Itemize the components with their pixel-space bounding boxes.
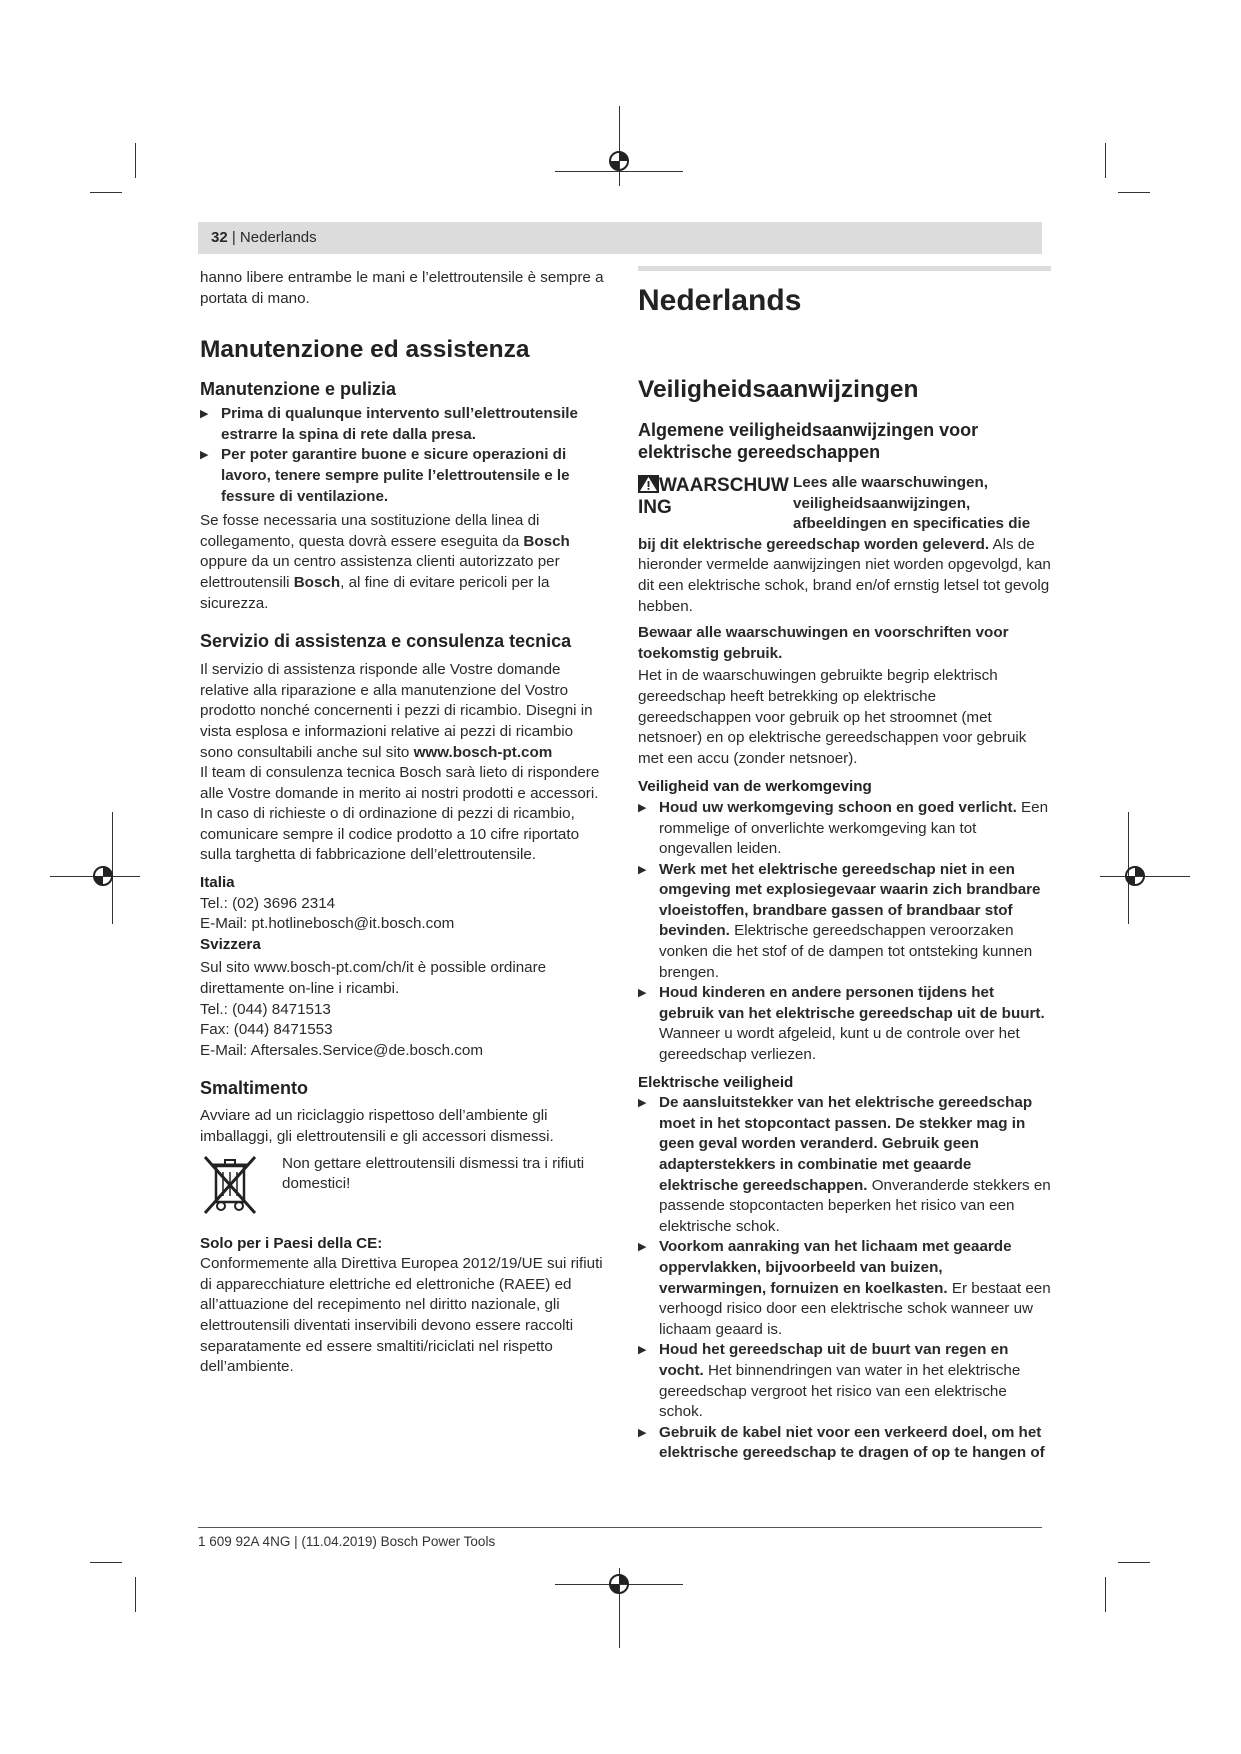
ce-paragraph: Conformemente alla Direttiva Europea 2012/19/UE sui rifiuti di apparecchiature elettriche ed elettroniche (RAEE) ed all’attuazione del recepimento nel diritto nazionale, gli elettroutensili diventati inservibili devono essere raccolti separatamente ed essere smaltiti/riciclati nel rispetto dell’ambiente. xyxy=(200,1255,603,1376)
crop-mark xyxy=(1118,192,1150,193)
registration-mark-icon xyxy=(1122,863,1148,889)
text-span: Wanneer u wordt afgeleid, kunt u de controle over het gereedschap verliezen. xyxy=(659,1025,1020,1064)
text-span: Een rommelige of onverlichte werkomgeving kan tot ongevallen leiden. xyxy=(659,798,1049,858)
subsection-title-service: Servizio di assistenza e consulenza tecnica xyxy=(200,631,572,652)
crop-mark xyxy=(90,192,122,193)
registration-mark-icon xyxy=(606,148,632,174)
subsection-title-cleaning: Manutenzione e pulizia xyxy=(200,379,397,400)
warning-bold: Lees alle waarschuwingen, veiligheidsaanwijzingen, afbeeldingen en specificaties die bij dit elektrische gereedschap worden geleverd. xyxy=(638,474,1031,553)
footer-rule xyxy=(198,1527,1042,1528)
header-separator: | xyxy=(227,229,240,246)
header-language: Nederlands xyxy=(239,229,317,246)
crossed-bin-icon xyxy=(200,1154,260,1216)
cleaning-list xyxy=(200,404,608,507)
brand-text: Bosch xyxy=(523,532,570,550)
bold-text: Houd uw werkomgeving schoon en goed verlicht. xyxy=(659,798,1017,816)
electrical-list xyxy=(638,1093,1051,1464)
crop-mark xyxy=(135,143,136,178)
bold-text: Werk met het elektrische gereedschap niet in een omgeving met explosiegevaar waarin zich brandbare vloeistoffen, brandbare gassen of brandbaar stof bevinden. xyxy=(659,860,1041,940)
brand-text: Bosch xyxy=(293,573,341,591)
service-paragraph-3: In caso di richieste o di ordinazione di pezzi di ricambio, comunicare sempre il codice prodotto a 10 cifre riportato sulla targhetta di fabbricazione dell’elettroutensile. xyxy=(200,805,580,864)
section-rule xyxy=(638,266,1051,271)
crop-mark xyxy=(1118,1562,1150,1563)
list-item xyxy=(638,860,1051,984)
list-item xyxy=(638,1093,1051,1237)
crop-mark xyxy=(1105,143,1106,178)
right-column xyxy=(638,266,1051,1464)
italia-tel: Tel.: (02) 3696 2314 xyxy=(200,894,336,912)
svizzera-site: Sul sito www.bosch-pt.com/ch/it è possible ordinare direttamente on-line i ricambi. xyxy=(200,959,547,998)
registration-mark-icon xyxy=(606,1571,632,1597)
bold-text: Houd kinderen en andere personen tijdens het gebruik van het elektrische gereedschap uit de buurt. xyxy=(659,984,1045,1022)
text-span: Se fosse necessaria una sostituzione della linea di collegamento, questa dovrà essere eseguita da xyxy=(200,512,540,550)
text-span: oppure da un centro assistenza clienti autorizzato per elettroutensili xyxy=(200,553,560,591)
italia-email: E-Mail: pt.hotlinebosch@it.bosch.com xyxy=(200,915,455,933)
list-item xyxy=(638,1237,1051,1340)
list-item: ▶ Per poter garantire buone e sicure operazioni di lavoro, tenere sempre pulite l’elettroutensile e le fessure di ventilazione. xyxy=(200,445,608,507)
bold-text: Houd het gereedschap uit de buurt van regen en vocht. xyxy=(659,1341,1009,1379)
list-item xyxy=(638,798,1051,860)
section-title-safety: Veiligheidsaanwijzingen xyxy=(638,376,919,403)
heading-electrical: Elektrische veiligheid xyxy=(638,1073,794,1091)
list-item: ▶ Prima di qualunque intervento sull’elettroutensile estrarre la spina di rete dalla presa. xyxy=(200,404,608,445)
crop-mark xyxy=(1105,1577,1106,1612)
registration-mark-icon xyxy=(90,863,116,889)
warning-text: Als de hieronder vermelde aanwijzingen niet worden opgevolgd, kan dit een elektrische schok, brand en/of ernstig letsel tot gevolg hebben. xyxy=(638,535,1051,615)
warning-block xyxy=(638,473,1051,617)
page-header xyxy=(198,222,1042,254)
warning-label xyxy=(638,475,793,519)
warning-triangle-icon xyxy=(638,475,659,493)
text-span: Onveranderde stekkers en passende stopcontacten beperken het risico van een elektrische schok. xyxy=(659,1176,1051,1235)
section-title-maintenance: Manutenzione ed assistenza xyxy=(200,336,530,364)
page-number: 32 xyxy=(211,229,228,246)
term-paragraph: Het in de waarschuwingen gebruikte begrip elektrisch gereedschap heeft betrekking op elektrische gereedschappen voor gebruik op het stroomnet (met netsnoer) en op elektrische gereedschappen voor gebruik met een accu (zonder netsnoer). xyxy=(638,667,1027,767)
svizzera-email: E-Mail: Aftersales.Service@de.bosch.com xyxy=(200,1041,483,1059)
ce-heading: Solo per i Paesi della CE: xyxy=(200,1234,383,1252)
text-span: , al fine di evitare pericoli per la sicurezza. xyxy=(200,573,550,612)
website-link[interactable]: www.bosch-pt.com xyxy=(413,743,553,761)
warning-label-text: WAARSCHUWING xyxy=(638,475,789,518)
intro-text: hanno libere entrambe le mani e l’elettroutensile è sempre a portata di mano. xyxy=(200,269,604,307)
text-span: Het binnendringen van water in het elektrische gereedschap vergroot het risico van een elektrische schok. xyxy=(659,1361,1021,1421)
crop-mark xyxy=(90,1562,122,1563)
country-heading-svizzera: Svizzera xyxy=(200,935,261,953)
footer-text: 1 609 92A 4NG | (11.04.2019) Bosch Power Tools xyxy=(198,1534,496,1549)
language-title: Nederlands xyxy=(638,284,802,317)
svizzera-tel: Tel.: (044) 8471513 xyxy=(200,1000,331,1018)
heading-work-area: Veiligheid van de werkomgeving xyxy=(638,778,872,796)
subsection-title-general: Algemene veiligheidsaanwijzingen voor elektrische gereedschappen xyxy=(638,420,979,462)
weee-notice xyxy=(200,1154,608,1216)
bold-text: De aansluitstekker van het elektrische gereedschap moet in het stopcontact passen. De stekker mag in geen geval worden veranderd. Gebruik geen adapterstekkers in combinatie met geaarde elektrische gereedschappen. xyxy=(659,1094,1033,1194)
text-span: Il servizio di assistenza risponde alle Vostre domande relative alla riparazione e alla manutenzione del Vostro prodotto nonché concernenti i pezzi di ricambio. Disegni in vista esplosa e informazioni relative ai pezzi di ricambio sono consultabili anche sul sito xyxy=(200,661,593,761)
service-paragraph-2: Il team di consulenza tecnica Bosch sarà lieto di rispondere alle Vostre domande in merito ai nostri prodotti e accessori. xyxy=(200,764,600,802)
text-span: Elektrische gereedschappen veroorzaken vonken die het stof of de dampen tot ontsteking kunnen brengen. xyxy=(659,922,1033,981)
svizzera-fax: Fax: (044) 8471553 xyxy=(200,1021,333,1039)
disposal-paragraph: Avviare ad un riciclaggio rispettoso dell’ambiente gli imballaggi, gli elettroutensili e gli accessori dismessi. xyxy=(200,1107,554,1145)
work-area-list xyxy=(638,798,1051,1066)
list-item xyxy=(638,983,1051,1065)
left-column xyxy=(200,268,608,1378)
keep-instructions: Bewaar alle waarschuwingen en voorschriften voor toekomstig gebruik. xyxy=(638,624,1009,662)
list-item: ▶ Gebruik de kabel niet voor een verkeerd doel, om het elektrische gereedschap te dragen of op te hangen of xyxy=(638,1423,1051,1464)
country-heading-italia: Italia xyxy=(200,874,235,892)
weee-text: Non gettare elettroutensili dismessi tra i rifiuti domestici! xyxy=(282,1154,585,1193)
bold-text: Voorkom aanraking van het lichaam met geaarde oppervlakken, bijvoorbeeld van buizen, verwarmingen, fornuizen en koelkasten. xyxy=(659,1238,1012,1297)
crop-mark xyxy=(135,1577,136,1612)
reg-line xyxy=(619,106,620,186)
service-paragraph xyxy=(200,660,608,763)
list-item xyxy=(638,1340,1051,1422)
cable-paragraph xyxy=(200,511,608,614)
text-span: Er bestaat een verhoogd risico door een elektrische schok wanneer uw lichaam geaard is. xyxy=(659,1279,1051,1338)
subsection-title-disposal: Smaltimento xyxy=(200,1078,309,1099)
